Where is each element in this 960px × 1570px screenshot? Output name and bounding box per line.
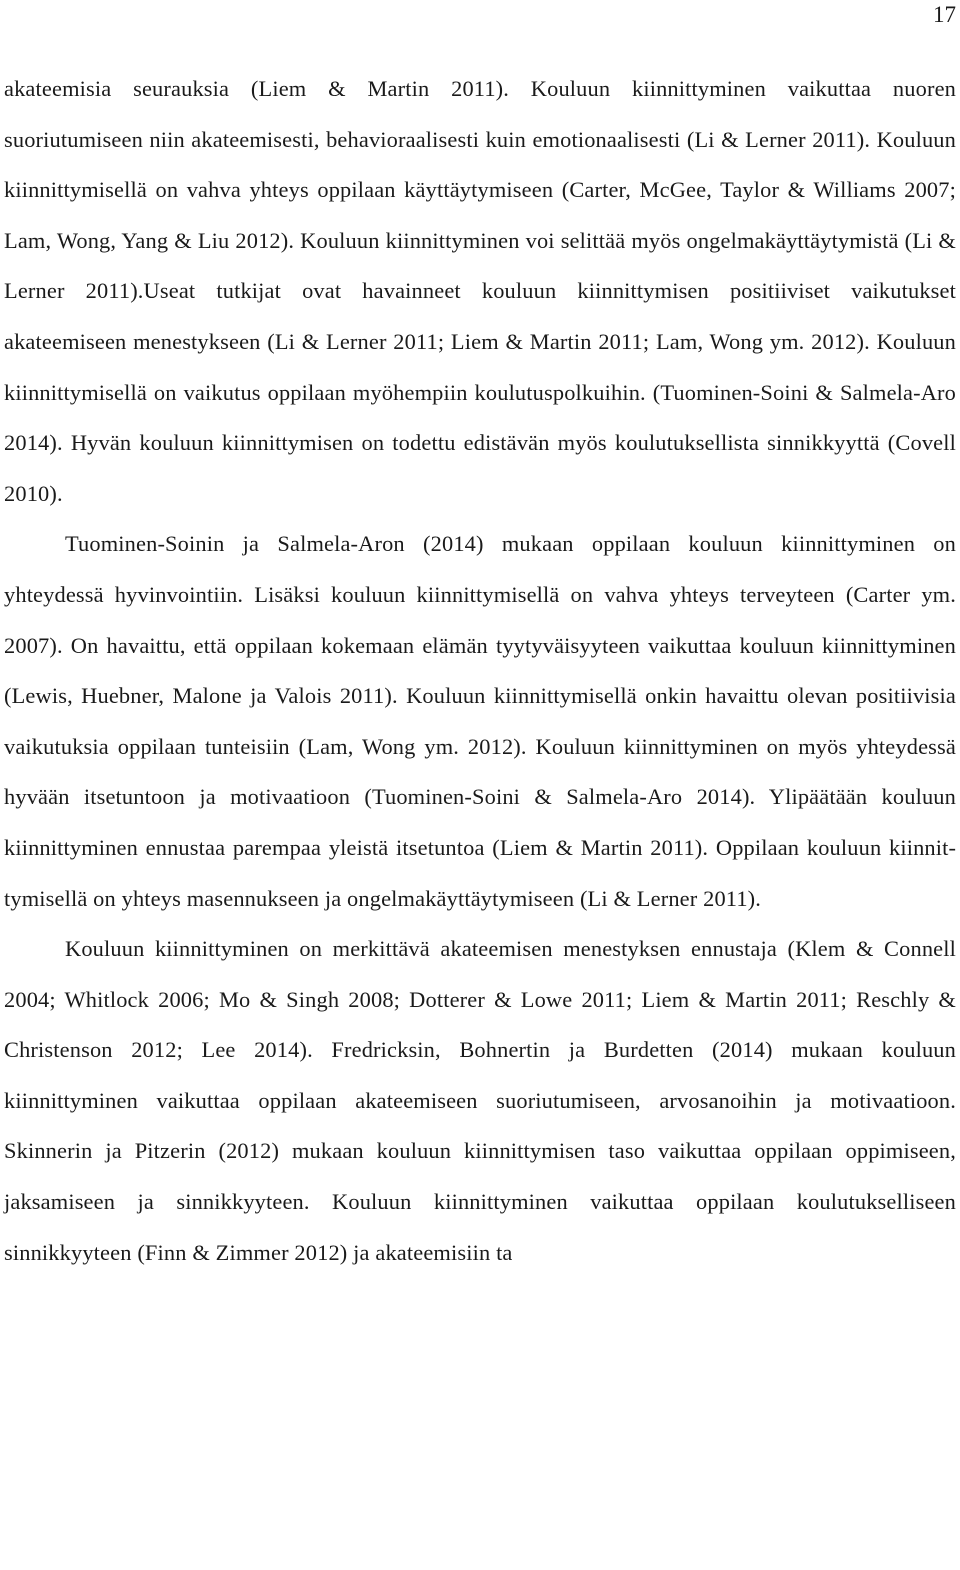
paragraph-1: akateemisia seurauksia (Liem & Martin 2011). Kouluun kiinnittyminen vaikuttaa nuoren suoriutumiseen niin akateemisesti, behavioraalisesti kuin emotionaalisesti (Li & Lerner 2011). Kouluun kiinnittymisellä on vahva yhteys oppilaan käyttäytymiseen (Carter, McGee, Taylor & Williams 2007; Lam, Wong, Yang & Liu 2012). Kouluun kiinnittyminen voi selittää myös ongelmakäyttäytymistä (Li & Lerner 2011).Useat tutkijat ovat havainneet kouluun kiinnittymisen positiiviset vaikutukset akateemiseen menestykseen (Li & Lerner 2011; Liem & Martin 2011; Lam, Wong ym. 2012). Kouluun kiinnittymisellä on vaikutus oppilaan myöhempiin koulutuspolkuihin. (Tuominen-Soini & Salmela-Aro 2014). Hyvän kouluun kiinnittymisen on todettu edistävän myös koulutuksellista sinnikkyyttä (Covell 2010).	[4, 76, 956, 506]
paragraph-3: Kouluun kiinnittyminen on merkittävä akateemisen menestyksen ennustaja (Klem & Connell 2004; Whitlock 2006; Mo & Singh 2008; Dotterer & Lowe 2011; Liem & Martin 2011; Reschly & Christenson 2012; Lee 2014). Fredricksin, Bohnertin ja Burdetten (2014) mukaan kouluun kiinnittyminen vaikuttaa oppilaan akateemiseen suoriutumiseen, arvosanoihin ja motivaatioon. Skinnerin ja Pitzerin (2012) mukaan kouluun kiinnittymisen taso vaikuttaa oppilaan oppimiseen, jaksamiseen ja sinnikkyyteen. Kouluun kiinnittyminen vaikuttaa oppilaan koulutukselliseen sinnikkyyteen (Finn & Zimmer 2012) ja akateemisiin ta	[4, 936, 956, 1265]
document-body	[4, 64, 956, 1278]
page-number: 17	[933, 2, 956, 27]
paragraph-2: Tuominen-Soinin ja Salmela-Aron (2014) mukaan oppilaan kouluun kiinnittyminen on yhteydessä hyvinvointiin. Lisäksi kouluun kiinnittymisellä on vahva yhteys terveyteen (Carter ym. 2007). On havaittu, että oppilaan kokemaan elämän tyytyväisyyteen vaikuttaa kouluun kiinnittyminen (Lewis, Huebner, Malone ja Valois 2011). Kouluun kiinnittymisellä onkin havaittu olevan positiivisia vaikutuksia oppilaan tunteisiin (Lam, Wong ym. 2012). Kouluun kiinnittyminen on myös yhteydessä hyvään itsetuntoon ja motivaatioon (Tuominen-Soini & Salmela-Aro 2014). Ylipäätään kouluun kiinnittyminen ennustaa parempaa yleistä itsetuntoa (Liem & Martin 2011). Oppilaan kouluun kiinnittymisellä on yhteys masennukseen ja ongelmakäyttäytymiseen (Li & Lerner 2011).	[4, 531, 956, 911]
